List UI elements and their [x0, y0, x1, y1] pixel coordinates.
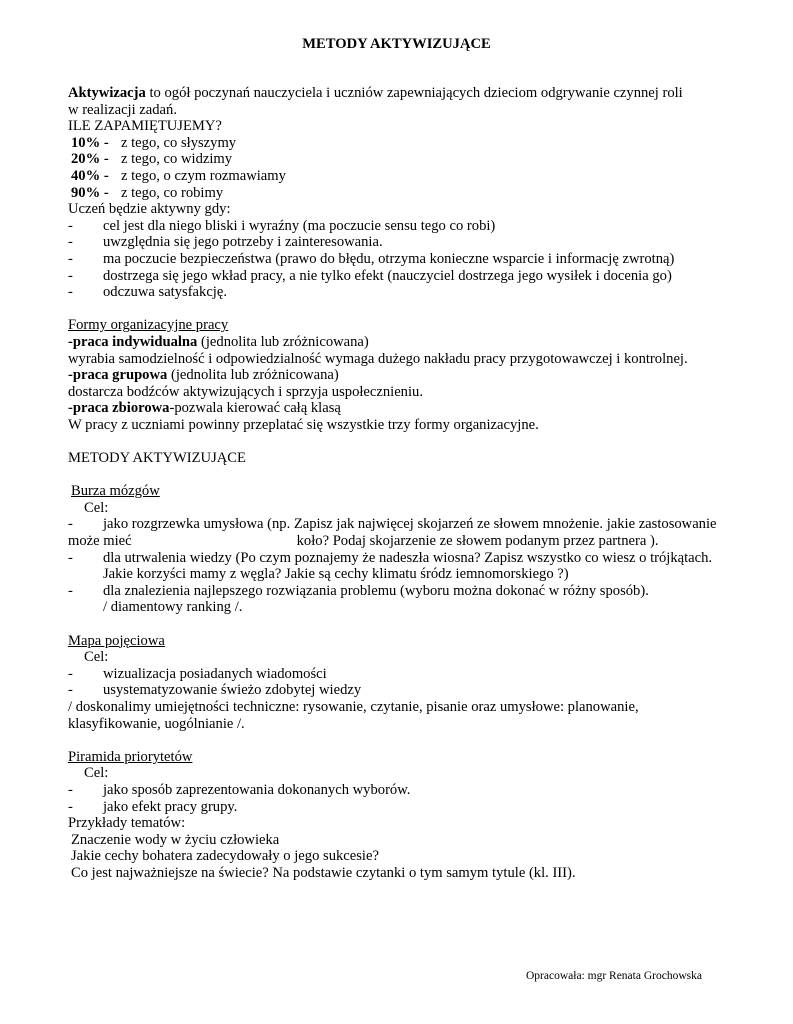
forms-individual-desc: wyrabia samodzielność i odpowiedzialność wymaga dużego nakładu pracy przygotowawczej i kontrolnej. — [68, 350, 688, 367]
dash-bullet: - — [68, 234, 73, 251]
dash-bullet: - — [68, 549, 73, 566]
brainstorm-item — [68, 583, 740, 600]
active-item-text: dostrzega się jego wkład pracy, a nie tylko efekt (nauczyciel dostrzega jego wysiłek i docenia go) — [103, 267, 672, 284]
brainstorm-item-cont — [68, 566, 740, 583]
pyramid-item-text: jako sposób zaprezentowania dokonanych wyborów. — [103, 781, 411, 798]
conceptmap-item — [68, 666, 740, 683]
active-item-text: odczuwa satysfakcję. — [103, 284, 227, 301]
active-heading: Uczeń będzie aktywny gdy: — [68, 201, 231, 218]
methods-heading: METODY AKTYWIZUJĄCE — [68, 450, 246, 467]
brainstorm-item — [68, 516, 740, 533]
remember-text: z tego, co słyszymy — [121, 134, 237, 151]
dash-bullet: - — [68, 665, 73, 682]
forms-group-label: -praca grupowa — [68, 367, 168, 384]
forms-group — [68, 367, 740, 384]
dash-bullet: - — [68, 798, 73, 815]
footer-author: Opracowała: mgr Renata Grochowska — [526, 970, 702, 982]
conceptmap-item-text: usystematyzowanie świeżo zdobytej wiedzy — [103, 682, 362, 699]
forms-collective — [68, 400, 740, 417]
dash-bullet: - — [68, 284, 73, 301]
brainstorm-item-text: dla utrwalenia wiedzy (Po czym poznajemy że nadeszła wiosna? Zapisz wszystko co wiesz o trójkątach. — [103, 549, 713, 566]
active-item — [68, 284, 740, 301]
remember-text: z tego, co robimy — [121, 184, 224, 201]
dash-bullet: - — [68, 582, 73, 599]
forms-individual-note: (jednolita lub zróżnicowana) — [197, 333, 369, 350]
remember-pct: 20% - — [71, 151, 109, 168]
dash-bullet: - — [68, 781, 73, 798]
forms-summary: W pracy z uczniami powinny przeplatać się wszystkie trzy formy organizacyjne. — [68, 416, 539, 433]
intro-term: Aktywizacja — [68, 85, 146, 101]
dash-bullet: - — [68, 682, 73, 699]
remember-pct: 10% - — [71, 134, 109, 151]
brainstorm-item-cont — [68, 599, 740, 616]
active-item-text: cel jest dla niego bliski i wyraźny (ma poczucie sensu tego co robi) — [103, 217, 496, 234]
active-item-text: ma poczucie bezpieczeństwa (prawo do błędu, otrzyma konieczne wsparcie i informację zwrotną) — [103, 250, 675, 267]
active-item-text: uwzględnia się jego potrzeby i zainteresowania. — [103, 234, 383, 251]
remember-item — [68, 135, 740, 152]
dash-bullet: - — [68, 250, 73, 267]
dash-bullet: - — [68, 217, 73, 234]
pyramid-item-text: jako efekt pracy grupy. — [103, 798, 238, 815]
document-title: METODY AKTYWIZUJĄCE — [302, 36, 491, 52]
forms-group-desc: dostarcza bodźców aktywizujących i sprzyja uspołecznieniu. — [68, 383, 423, 400]
conceptmap-heading: Mapa pojęciowa — [68, 632, 165, 649]
forms-group-note: (jednolita lub zróżnicowana) — [167, 367, 339, 384]
brainstorm-item-text: / diamentowy ranking /. — [103, 599, 243, 616]
brainstorm-item-text: jako rozgrzewka umysłowa (np. Zapisz jak najwięcej skojarzeń ze słowem mnożenie. jakie zastosowanie — [103, 516, 717, 533]
pyramid-example: Znaczenie wody w życiu człowieka — [71, 831, 280, 848]
intro-line-2: w realizacji zadań. — [68, 101, 177, 118]
pyramid-item — [68, 782, 740, 799]
remember-text: z tego, o czym rozmawiamy — [121, 167, 286, 184]
forms-heading: Formy organizacyjne pracy — [68, 317, 229, 334]
brainstorm-item-text: może mieć — [68, 533, 132, 550]
conceptmap-note-2: klasyfikowanie, uogólnianie /. — [68, 715, 245, 732]
conceptmap-item-text: wizualizacja posiadanych wiadomości — [103, 665, 327, 682]
remember-pct: 40% - — [71, 167, 109, 184]
active-item — [68, 218, 740, 235]
remember-heading: ILE ZAPAMIĘTUJEMY? — [68, 118, 222, 135]
forms-collective-note: -pozwala kierować całą klasą — [169, 400, 341, 417]
brainstorm-item-text: Jakie korzyści mamy z węgla? Jakie są cechy klimatu śródz iemnomorskiego ?) — [103, 566, 569, 583]
remember-item — [68, 185, 740, 202]
intro-line-1 — [68, 85, 740, 102]
forms-collective-label: -praca zbiorowa — [68, 400, 170, 417]
active-item — [68, 234, 740, 251]
remember-text: z tego, co widzimy — [121, 151, 233, 168]
pyramid-cel: Cel: — [84, 765, 109, 782]
document-body — [68, 85, 740, 882]
conceptmap-note-1: / doskonalimy umiejętności techniczne: rysowanie, czytanie, pisanie oraz umysłowe: planowanie, — [68, 698, 639, 715]
pyramid-examples-heading: Przykłady tematów: — [68, 815, 186, 832]
remember-item — [68, 168, 740, 185]
brainstorm-heading-line — [68, 483, 740, 500]
dash-bullet: - — [68, 267, 73, 284]
brainstorm-item — [68, 550, 740, 567]
pyramid-item — [68, 799, 740, 816]
intro-rest: to ogół poczynań nauczyciela i uczniów zapewniających dzieciom odgrywanie czynnej roli — [145, 85, 683, 101]
active-item — [68, 251, 740, 268]
pyramid-example: Co jest najważniejsze na świecie? Na podstawie czytanki o tym samym tytule (kl. III). — [71, 864, 576, 881]
brainstorm-cel: Cel: — [84, 499, 109, 516]
conceptmap-item — [68, 682, 740, 699]
forms-individual-label: -praca indywidualna — [68, 333, 198, 350]
brainstorm-item-cont — [68, 533, 740, 550]
brainstorm-heading: Burza mózgów — [71, 483, 160, 500]
pyramid-example: Jakie cechy bohatera zadecydowały o jego sukcesie? — [71, 848, 379, 865]
brainstorm-item-text: koło? Podaj skojarzenie ze słowem podanym przez partnera ). — [296, 533, 659, 550]
forms-individual — [68, 334, 740, 351]
remember-item — [68, 151, 740, 168]
pyramid-heading: Piramida priorytetów — [68, 748, 193, 765]
dash-bullet: - — [68, 516, 73, 533]
brainstorm-item-text: dla znalezienia najlepszego rozwiązania problemu (wyboru można dokonać w różny sposób). — [103, 582, 649, 599]
remember-pct: 90% - — [71, 184, 109, 201]
active-item — [68, 268, 740, 285]
conceptmap-cel: Cel: — [84, 649, 109, 666]
